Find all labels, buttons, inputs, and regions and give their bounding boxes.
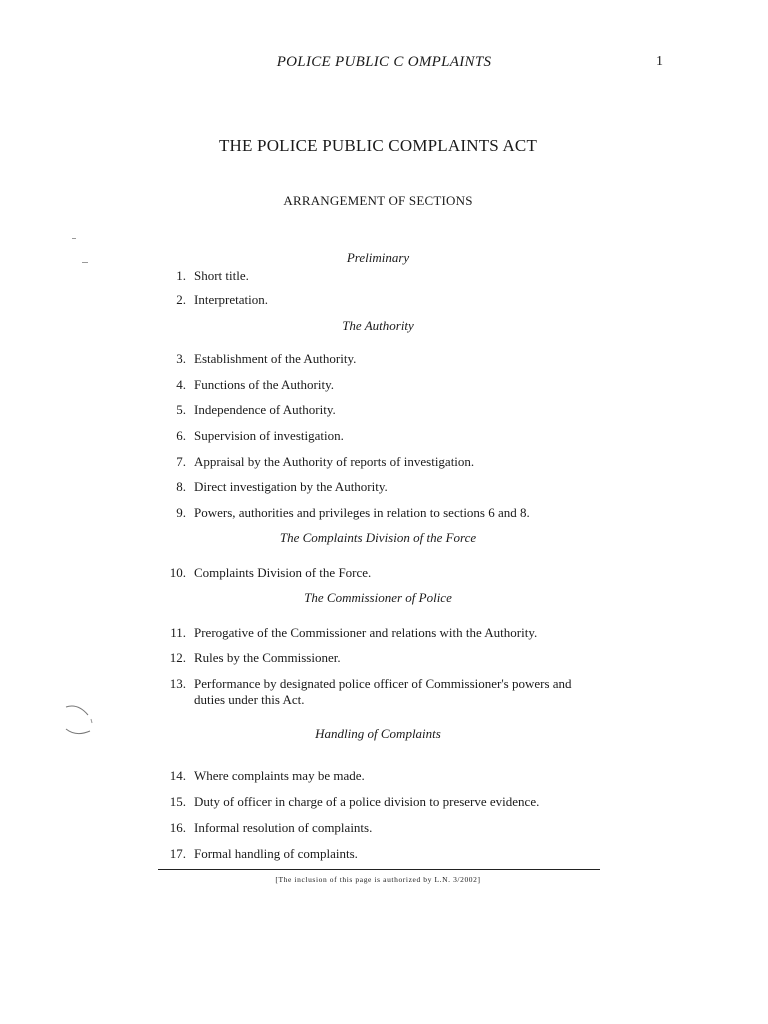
section-item [160,676,600,708]
section-number: 7. [176,454,186,469]
section-number: 1. [176,268,186,283]
punch-hole-mark [64,703,94,737]
section-item [160,820,600,836]
section-item [160,479,600,495]
section-item [160,625,600,641]
section-title: Short title. [194,268,249,283]
section-number: 8. [176,479,186,494]
section-item [160,505,600,521]
running-head: POLICE PUBLIC C OMPLAINTS [276,54,492,70]
section-title: Interpretation. [194,292,268,307]
section-number: 13. [169,676,186,691]
section-item [160,428,600,444]
section-item [160,351,600,367]
section-item [160,402,600,418]
section-number: 2. [176,292,186,307]
section-number: 11. [170,625,186,640]
section-title: Where complaints may be made. [194,768,365,783]
section-number: 15. [169,794,186,809]
arrangement-title: ARRANGEMENT OF SECTIONS [283,193,473,208]
section-number: 12. [169,650,186,665]
section-number: 4. [176,377,186,392]
section-item [160,454,600,470]
scan-speck [82,262,88,263]
section-item [160,794,600,810]
scan-speck [72,238,76,239]
section-item [160,768,600,784]
section-title: Informal resolution of complaints. [194,820,373,835]
heading-preliminary: Preliminary [346,250,410,265]
section-item [160,268,600,284]
section-title: Duty of officer in charge of a police division to preserve evidence. [194,794,540,809]
section-title: Functions of the Authority. [194,377,334,392]
section-title: Powers, authorities and privileges in relation to sections 6 and 8. [194,505,530,520]
section-item [160,377,600,393]
section-title: Rules by the Commissioner. [194,650,341,665]
heading-complaints-division: The Complaints Division of the Force [279,530,477,545]
section-title: Establishment of the Authority. [194,351,357,366]
footer-note: [The inclusion of this page is authorized by L.N. 3/2002] [275,875,481,884]
section-number: 5. [176,402,186,417]
section-title: Formal handling of complaints. [194,846,358,861]
section-title: Prerogative of the Commissioner and relations with the Authority. [194,625,538,640]
heading-commissioner: The Commissioner of Police [304,590,452,605]
section-item [160,292,600,308]
act-title: THE POLICE PUBLIC COMPLAINTS ACT [218,136,538,155]
footer-rule [158,869,600,870]
page-number: 1 [656,54,663,69]
section-number: 9. [176,505,186,520]
section-number: 16. [169,820,186,835]
section-title: Direct investigation by the Authority. [194,479,388,494]
section-item [160,565,600,581]
section-number: 14. [169,768,186,783]
section-title: Appraisal by the Authority of reports of investigation. [194,454,475,469]
section-item [160,650,600,666]
section-number: 10. [169,565,186,580]
section-number: 3. [176,351,186,366]
section-number: 17. [169,846,186,861]
section-title: Complaints Division of the Force. [194,565,372,580]
heading-authority: The Authority [342,318,414,333]
section-title: Supervision of investigation. [194,428,344,443]
heading-handling: Handling of Complaints [315,726,441,741]
section-title: Performance by designated police officer of Commissioner's powers and duties under this Act. [194,676,572,707]
section-number: 6. [176,428,186,443]
section-title: Independence of Authority. [194,402,336,417]
section-item [160,846,600,862]
